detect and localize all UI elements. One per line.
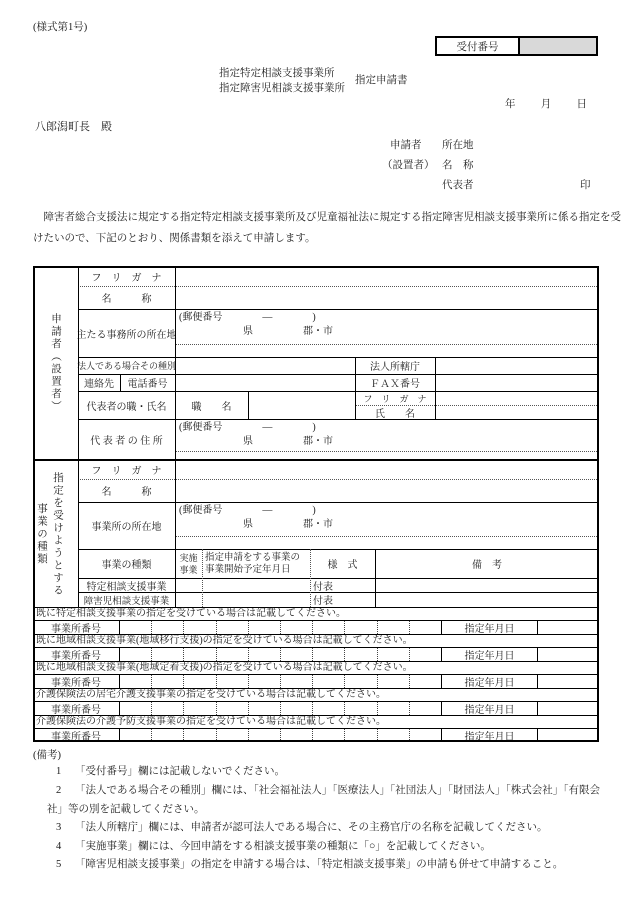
note-text: 「受付番号」欄には記載しないでください。: [75, 766, 285, 777]
applicant-section-vertical-label: 申請者（設置者）: [50, 313, 61, 413]
rep-furigana-label: フ リ ガ ナ: [363, 393, 427, 404]
divider: [78, 266, 79, 607]
implement-line1: 実施: [179, 552, 198, 563]
business-section-vertical-label-2: 事業の種類: [36, 502, 47, 566]
designation-date-field[interactable]: [538, 621, 599, 634]
corp-authority-label: 法人所轄庁: [370, 362, 420, 373]
biz-row-child-date-field[interactable]: [202, 592, 310, 607]
note-item: [47, 855, 603, 874]
divider: [310, 549, 311, 607]
tel-label: 電話番号: [127, 379, 168, 390]
divider: [176, 536, 599, 537]
body-paragraph: [33, 207, 621, 249]
office-address-label: 主たる事務所の所在地: [76, 329, 177, 341]
biz-row-consultation-implement-field[interactable]: [175, 578, 202, 592]
startdate-line1: 指定申請をする事業の: [205, 552, 301, 563]
divider: [78, 592, 599, 593]
office-number-row: [33, 647, 599, 661]
note-number: 3: [56, 822, 62, 833]
form-number: (様式第1号): [33, 22, 88, 33]
biz-name-field[interactable]: [175, 479, 599, 502]
divider: [78, 357, 599, 358]
applicant-label: 申請者: [390, 140, 422, 151]
divider: [176, 344, 599, 345]
startdate-line2: 事業開始予定年月日: [205, 564, 291, 575]
biz-row-consultation-remarks-field[interactable]: [375, 578, 599, 592]
applicant-name-label: 名 称: [442, 160, 474, 171]
implement-line2: 事業: [179, 564, 198, 575]
divider: [176, 451, 599, 452]
name-field[interactable]: [175, 286, 599, 309]
applicant-section-header-cell: [33, 266, 78, 460]
date-month-label: 月: [540, 99, 552, 110]
seal-mark: 印: [580, 180, 591, 191]
date-line: [505, 98, 587, 112]
furigana-field[interactable]: [175, 266, 599, 286]
biz-name-label: 名 称: [101, 487, 152, 498]
divider: [120, 374, 121, 391]
designation-date-label: 指定年月日: [441, 648, 538, 661]
business-type-label: 事業の種類: [101, 560, 152, 571]
biz-furigana-label: フ リ ガ ナ: [91, 466, 162, 477]
corp-authority-field[interactable]: [435, 357, 599, 374]
date-year-label: 年: [505, 99, 516, 110]
divider: [78, 419, 599, 420]
rep-title-name-label: 代表者の職・氏名: [86, 401, 167, 413]
divider: [435, 357, 436, 419]
biz-office-address-label: 事業所の所在地: [91, 522, 162, 533]
divider: [202, 549, 203, 607]
corp-type-label: 法人である場合その種別: [77, 361, 177, 371]
divider: [375, 549, 376, 607]
note-number: 1: [56, 766, 62, 777]
receipt-number-label: 受付番号: [437, 38, 520, 54]
divider: [78, 391, 599, 392]
job-title-field[interactable]: [248, 391, 355, 419]
office-number-label: 事業所番号: [33, 648, 120, 661]
rep-prefecture-line: 県 郡・市: [243, 436, 333, 447]
implement-column-header: [175, 549, 202, 578]
note-item: [47, 818, 603, 837]
divider: [78, 479, 599, 480]
biz-row-child-style: 付表: [313, 596, 333, 607]
office-number-label: 事業所番号: [33, 621, 120, 634]
office-number-label: 事業所番号: [33, 675, 120, 688]
rep-name-label: 氏 名: [375, 408, 415, 420]
divider: [78, 578, 599, 579]
remarks-column-header: 備 考: [472, 560, 502, 571]
biz-row-consultation-style: 付表: [313, 581, 333, 593]
designation-date-field[interactable]: [538, 729, 599, 742]
note-text: 「障害児相談支援事業」の指定を申請する場合は、「特定相談支援事業」の申請も併せて申請すること。: [75, 859, 564, 870]
biz-row-child-implement-field[interactable]: [175, 592, 202, 607]
note-number: 5: [56, 859, 62, 870]
applicant-address-label: 所在地: [442, 140, 474, 151]
instruction-row: 既に特定相談支援事業の指定を受けている場合は記載してください。: [33, 607, 599, 620]
office-number-digit-boxes[interactable]: [120, 675, 441, 688]
divider: [78, 374, 599, 375]
office-number-row: [33, 674, 599, 688]
date-day-label: 日: [576, 99, 587, 110]
divider: [78, 502, 599, 503]
office-number-row: [33, 620, 599, 634]
designation-date-label: 指定年月日: [441, 702, 538, 715]
divider: [248, 391, 249, 419]
furigana-label: フ リ ガ ナ: [91, 272, 162, 284]
installer-label: （設置者）: [382, 160, 435, 171]
office-number-digit-boxes[interactable]: [120, 648, 441, 661]
biz-row-consultation-date-field[interactable]: [202, 578, 310, 592]
contact-label: 連絡先: [84, 379, 114, 390]
note-number: 2: [56, 785, 62, 796]
receipt-number-box: [435, 36, 598, 56]
office-number-row: [33, 701, 599, 715]
biz-prefecture-line: 県 郡・市: [243, 519, 333, 530]
rep-postal-code-line: (郵便番号 ― ): [179, 422, 316, 433]
designation-date-field[interactable]: [538, 702, 599, 715]
body-line1: 障害者総合支援法に規定する指定特定相談支援事業所及び児童福祉法に規定する指定障害児相談支援事業所に係る指定を受: [33, 212, 621, 223]
designation-date-field[interactable]: [538, 648, 599, 661]
body-line2: けたいので、下記のとおり、関係書類を添えて申請します。: [33, 233, 316, 244]
instruction-row: 介護保険法の介護予防支援事業の指定を受けている場合は記載してください。: [33, 715, 599, 728]
instruction-row: 既に地域相談支援事業(地域定着支援)の指定を受けている場合は記載してください。: [33, 661, 599, 674]
designation-date-label: 指定年月日: [441, 675, 538, 688]
title-line2: 指定障害児相談支援事業所: [219, 83, 345, 94]
prefecture-line: 県 郡・市: [243, 326, 333, 337]
rep-furigana-field[interactable]: [435, 391, 599, 405]
receipt-number-field[interactable]: [520, 38, 596, 54]
divider: [355, 357, 356, 419]
note-text: 「法人所轄庁」欄には、申請者が認可法人である場合に、その主務官庁の名称を記載してください。: [75, 822, 548, 833]
designation-date-label: 指定年月日: [441, 729, 538, 742]
designation-date-field[interactable]: [538, 675, 599, 688]
rep-address-label: 代 表 者 の 住 所: [90, 436, 163, 447]
instruction-row: 既に地域相談支援事業(地域移行支援)の指定を受けている場合は記載してください。: [33, 634, 599, 647]
divider: [78, 286, 599, 287]
rep-name-field[interactable]: [435, 405, 599, 419]
biz-furigana-field[interactable]: [175, 460, 599, 479]
biz-row-child-label: 障害児相談支援事業: [83, 596, 170, 607]
title-line1: 指定特定相談支援事業所: [219, 68, 335, 79]
corp-type-field[interactable]: [175, 357, 355, 374]
designation-date-label: 指定年月日: [441, 621, 538, 634]
divider: [78, 309, 599, 310]
tel-field[interactable]: [175, 374, 355, 391]
instruction-row: 介護保険法の居宅介護支援事業の指定を受けている場合は記載してください。: [33, 688, 599, 701]
business-section-vertical-label-1: 指定を受けようとする: [52, 471, 63, 597]
divider: [355, 405, 599, 406]
biz-row-child-remarks-field[interactable]: [375, 592, 599, 607]
addressee: 八郎潟町長 殿: [35, 121, 112, 133]
job-title-label: 職 名: [191, 401, 232, 413]
postal-code-line: (郵便番号 ― ): [179, 312, 316, 323]
style-column-header: 様 式: [327, 560, 358, 571]
biz-postal-code-line: (郵便番号 ― ): [179, 505, 316, 516]
startdate-column-header: [202, 549, 310, 578]
office-number-row: [33, 728, 599, 742]
office-number-digit-boxes[interactable]: [120, 621, 441, 634]
representative-label: 代表者: [442, 180, 474, 191]
note-number: 4: [56, 841, 62, 852]
title-main: 指定申請書: [355, 75, 408, 86]
note-item: [47, 762, 603, 781]
fax-field[interactable]: [435, 374, 599, 391]
note-text: 「実施事業」欄には、今回申請をする相談支援事業の種類に「○」を記載してください。: [75, 841, 491, 852]
office-number-digit-boxes[interactable]: [120, 729, 441, 742]
note-item: [47, 837, 603, 856]
section-divider: [33, 459, 599, 461]
office-number-digit-boxes[interactable]: [120, 702, 441, 715]
divider: [78, 549, 599, 550]
note-text: 「法人である場合その種別」欄には、「社会福祉法人」「医療法人」「社団法人」「財団法人」「株式会社」「有限会社」等の別を記載してください。: [47, 785, 600, 815]
office-number-label: 事業所番号: [33, 702, 120, 715]
divider: [175, 266, 176, 607]
notes-title: (備考): [33, 750, 61, 761]
fax-label: ＦＡＸ番号: [370, 379, 420, 390]
biz-row-consultation-label: 特定相談支援事業: [86, 581, 167, 593]
office-number-label: 事業所番号: [33, 729, 120, 742]
name-label: 名 称: [101, 294, 152, 305]
note-item: [47, 781, 603, 819]
